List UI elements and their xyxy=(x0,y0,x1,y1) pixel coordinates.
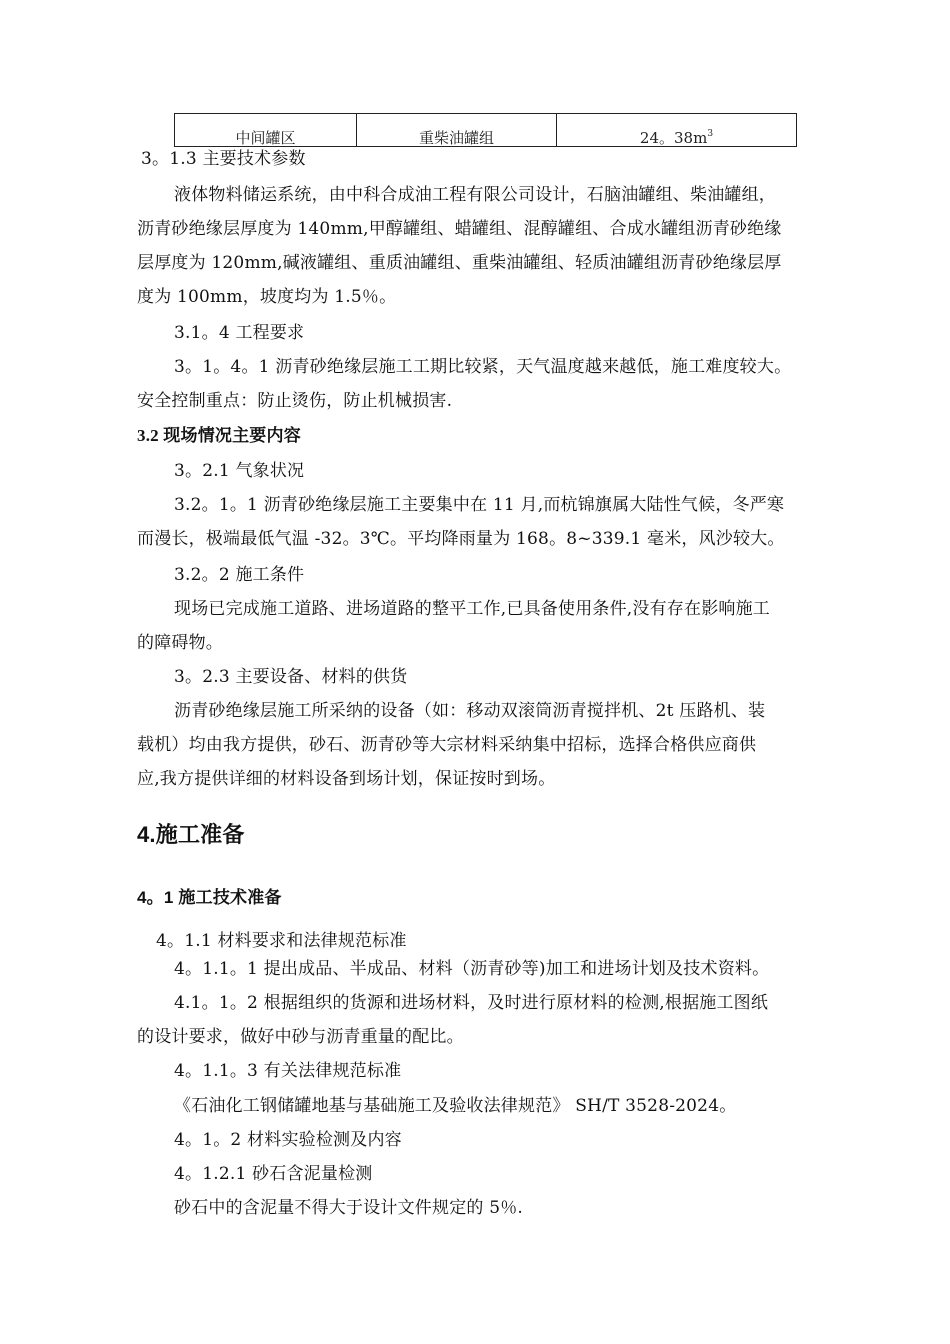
paragraph-line: 度为 100mm，坡度均为 1.5％。 xyxy=(137,287,397,307)
table-row xyxy=(175,114,797,147)
paragraph-line: 3.2。1。1 沥青砂绝缘层施工主要集中在 11 月,而杭锦旗属大陆性气候，冬严寒 xyxy=(174,495,785,515)
heading-3-2-2: 3.2。2 施工条件 xyxy=(174,565,305,585)
heading-3-1-3: 3。1.3 主要技术参数 xyxy=(141,149,306,169)
paragraph-line: 的障碍物。 xyxy=(137,633,223,653)
heading-4-1-2-1: 4。1.2.1 砂石含泥量检测 xyxy=(174,1164,373,1184)
volume-value: 24。38m xyxy=(639,129,708,147)
heading-3-2-1: 3。2.1 气象状况 xyxy=(174,461,305,481)
paragraph-line: 4。1.1。1 提出成品、半成品、材料（沥青砂等)加工和进场计划及技术资料。 xyxy=(174,959,770,979)
paragraph-line: 液体物料储运系统，由中科合成油工程有限公司设计，石脑油罐组、柴油罐组， xyxy=(174,185,776,205)
paragraph-line: 沥青砂绝缘层厚度为 140mm,甲醇罐组、蜡罐组、混醇罐组、合成水罐组沥青砂绝缘 xyxy=(137,219,782,239)
heading-4: 4.施工准备 xyxy=(137,822,245,847)
paragraph-line: 现场已完成施工道路、进场道路的整平工作,已具备使用条件,没有存在影响施工 xyxy=(174,599,771,619)
heading-3-2: 3.2 现场情况主要内容 xyxy=(137,426,301,445)
tank-table xyxy=(174,113,797,147)
paragraph-line: 砂石中的含泥量不得大于设计文件规定的 5％. xyxy=(174,1198,524,1218)
paragraph-line: 安全控制重点：防止烫伤，防止机械损害. xyxy=(137,391,453,411)
paragraph-line: 4.1。1。2 根据组织的货源和进场材料，及时进行原材料的检测,根据施工图纸 xyxy=(174,993,769,1013)
heading-3-1-4: 3.1。4 工程要求 xyxy=(174,323,305,343)
paragraph-line: 沥青砂绝缘层施工所采纳的设备（如：移动双滚筒沥青搅拌机、2t 压路机、装 xyxy=(174,701,766,721)
standard-reference: 《石油化工钢储罐地基与基础施工及验收法律规范》 SH/T 3528-2024。 xyxy=(174,1096,737,1116)
table-cell-group: 重柴油罐组 xyxy=(357,114,557,147)
paragraph-line: 载机）均由我方提供，砂石、沥青砂等大宗材料采纳集中招标，选择合格供应商供 xyxy=(137,735,757,755)
paragraph-line: 应,我方提供详细的材料设备到场计划，保证按时到场。 xyxy=(137,769,556,789)
paragraph-line: 而漫长，极端最低气温 -32。3℃。平均降雨量为 168。8~339.1 毫米，风沙较大。 xyxy=(137,529,785,549)
heading-3-2-3: 3。2.3 主要设备、材料的供货 xyxy=(174,667,408,687)
heading-4-1: 4。1 施工技术准备 xyxy=(137,888,282,907)
paragraph-line: 3。1。4。1 沥青砂绝缘层施工工期比较紧，天气温度越来越低，施工难度较大。 xyxy=(174,357,792,377)
table-cell-volume xyxy=(557,114,797,147)
heading-4-1-1: 4。1.1 材料要求和法律规范标准 xyxy=(156,931,407,951)
volume-unit-exponent: 3 xyxy=(707,129,714,139)
heading-4-1-2: 4。1。2 材料实验检测及内容 xyxy=(174,1130,402,1150)
table-cell-area: 中间罐区 xyxy=(175,114,357,147)
paragraph-line: 层厚度为 120mm,碱液罐组、重质油罐组、重柴油罐组、轻质油罐组沥青砂绝缘层厚 xyxy=(137,253,782,273)
paragraph-line: 的设计要求，做好中砂与沥青重量的配比。 xyxy=(137,1027,464,1047)
heading-4-1-1-3: 4。1.1。3 有关法律规范标准 xyxy=(174,1061,402,1081)
